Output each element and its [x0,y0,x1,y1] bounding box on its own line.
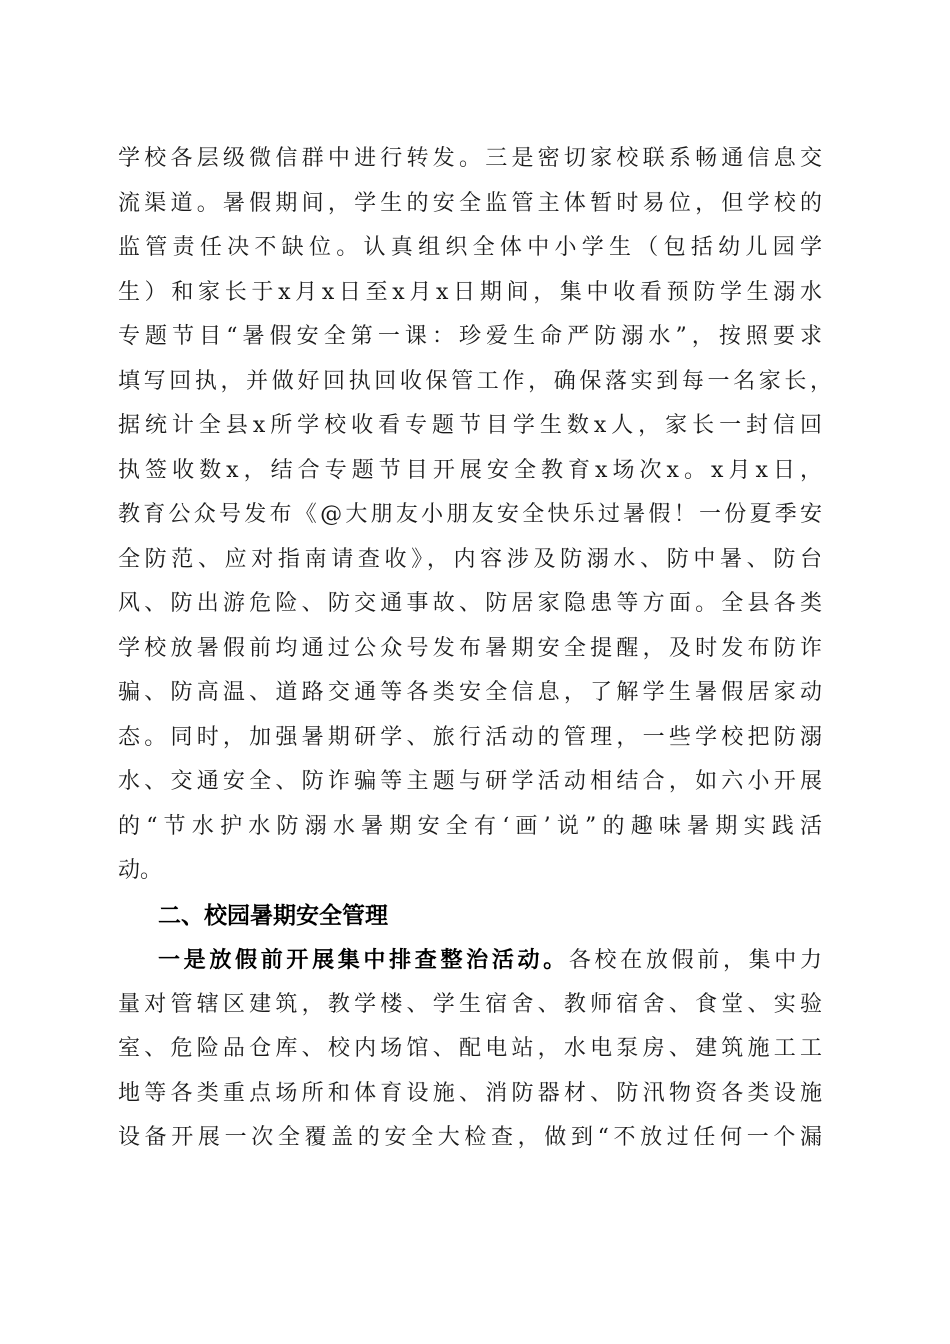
section-heading: 二、校园暑期安全管理 [158,902,388,929]
paragraph-line: 设备开展一次全覆盖的安全大检查，做到“不放过任何一个漏 [118,1125,822,1150]
paragraph-line: 据统计全县x所学校收看专题节目学生数x人，家长一封信回 [118,413,822,438]
paragraph-first-line [118,938,822,983]
paragraph-line: 执签收数x，结合专题节目开展安全教育x场次x。x月x日， [118,457,822,483]
paragraph-line: 的“节水护水防溺水暑期安全有‘画’说”的趣味暑期实践活 [118,813,822,839]
paragraph-line: 专题节目“暑假安全第一课：珍爱生命严防溺水”，按照要求 [118,324,822,349]
paragraph-line: 填写回执，并做好回执回收保管工作，确保落实到每一名家长， [118,368,832,394]
paragraph-line: 教育公众号发布《@大朋友小朋友安全快乐过暑假！一份夏季安 [118,502,822,527]
paragraph-line: 骗、防高温、道路交通等各类安全信息，了解学生暑假居家动 [118,680,822,705]
paragraph-line: 学校各层级微信群中进行转发。三是密切家校联系畅通信息交 [118,146,822,171]
paragraph-lead-bold: 一是放假前开展集中排查整治活动。 [158,947,569,973]
paragraph-line: 全防范、应对指南请查收》，内容涉及防溺水、防中暑、防台 [118,546,822,572]
paragraph-line-last: 动。 [118,858,163,883]
paragraph-line: 量对管辖区建筑，教学楼、学生宿舍、教师宿舍、食堂、实验 [118,991,822,1017]
paragraph-line: 学校放暑假前均通过公众号发布暑期安全提醒，及时发布防诈 [118,635,822,661]
paragraph-line: 室、危险品仓库、校内场馆、配电站，水电泵房、建筑施工工 [118,1036,822,1061]
paragraph-line: 风、防出游危险、防交通事故、防居家隐患等方面。全县各类 [118,591,822,616]
paragraph-line: 态。同时，加强暑期研学、旅行活动的管理，一些学校把防溺 [118,724,822,750]
paragraph-line: 水、交通安全、防诈骗等主题与研学活动相结合，如六小开展 [118,769,822,794]
document-body [118,137,832,1161]
paragraph-line: 地等各类重点场所和体育设施、消防器材、防汛物资各类设施 [118,1080,822,1106]
paragraph-line: 流渠道。暑假期间，学生的安全监管主体暂时易位，但学校的 [118,190,822,216]
paragraph-line: 监管责任决不缺位。认真组织全体中小学生（包括幼儿园学 [118,235,822,260]
paragraph-lead-rest: 各校在放假前，集中力 [568,948,822,973]
paragraph-line: 生）和家长于x月x日至x月x日期间，集中收看预防学生溺水 [118,279,822,305]
